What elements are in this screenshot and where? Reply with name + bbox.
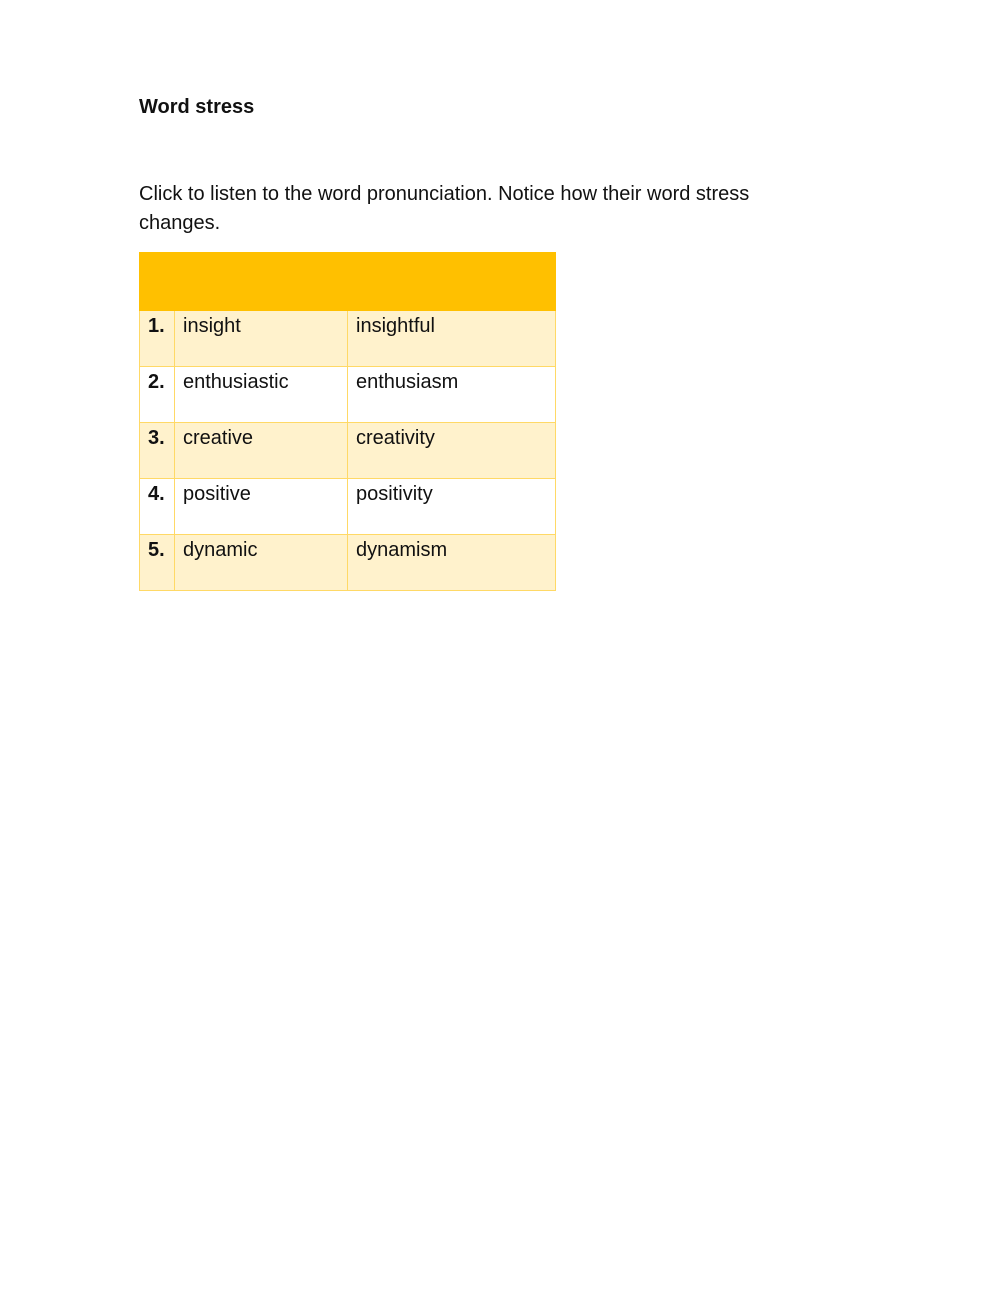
page-title: Word stress <box>139 96 255 118</box>
row-number: 2. <box>140 367 175 423</box>
derived-word-audio-cell[interactable]: enthusiasm <box>348 367 556 423</box>
row-number: 1. <box>140 311 175 367</box>
table-row <box>140 311 556 367</box>
word-audio-cell[interactable]: enthusiastic <box>175 367 348 423</box>
word-audio-cell[interactable]: dynamic <box>175 535 348 591</box>
instructions-text: Click to listen to the word pronunciation. Notice how their word stress changes. <box>139 183 750 234</box>
derived-word-audio-cell[interactable]: positivity <box>348 479 556 535</box>
header-cell-number <box>140 253 175 311</box>
derived-word-audio-cell[interactable]: insightful <box>348 311 556 367</box>
row-number: 3. <box>140 423 175 479</box>
word-audio-cell[interactable]: creative <box>175 423 348 479</box>
table-row <box>140 423 556 479</box>
derived-word-audio-cell[interactable]: creativity <box>348 423 556 479</box>
header-cell-derived <box>348 253 556 311</box>
table-row <box>140 479 556 535</box>
table-row <box>140 367 556 423</box>
word-stress-table <box>139 252 556 591</box>
derived-word-audio-cell[interactable]: dynamism <box>348 535 556 591</box>
table-row <box>140 535 556 591</box>
word-audio-cell[interactable]: positive <box>175 479 348 535</box>
table-header-row <box>140 253 556 311</box>
header-cell-word <box>175 253 348 311</box>
row-number: 4. <box>140 479 175 535</box>
word-audio-cell[interactable]: insight <box>175 311 348 367</box>
row-number: 5. <box>140 535 175 591</box>
